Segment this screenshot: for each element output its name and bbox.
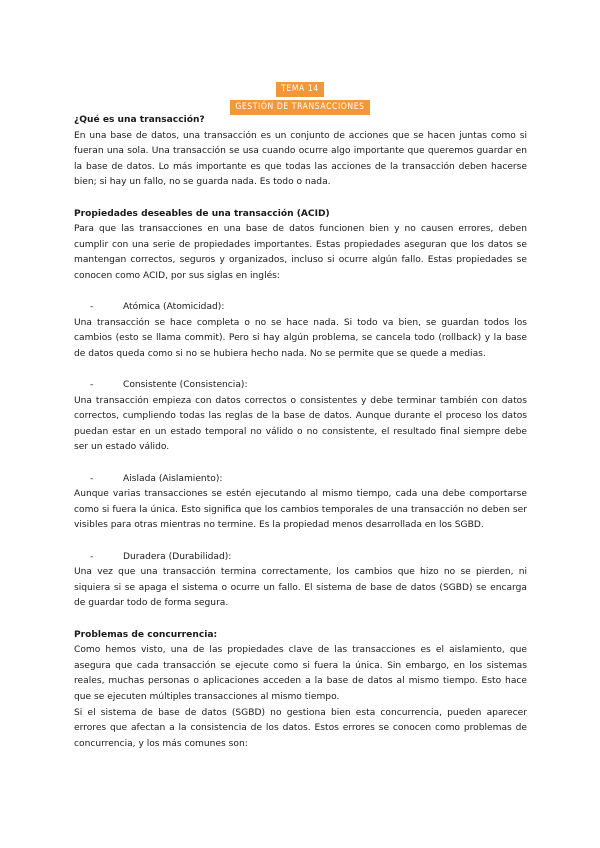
paragraph-atomica: Una transacción se hace completa o no se hace nada. Si todo va bien, se guardan todos los cambios (esto se llama commit). Pero si hay algún problema, se cancela todo (rollback) y la base de datos queda como si no se hubiera hecho nada. No se permite que se quede a medias. (74, 317, 527, 359)
bullet-consistente (74, 378, 527, 394)
bullet-atomica (74, 300, 527, 316)
bullet-dash: - (90, 551, 94, 562)
bullet-dash: - (90, 473, 94, 484)
section-heading-what: ¿Qué es una transacción? (74, 115, 205, 125)
paragraph-what: En una base de datos, una transacción es un conjunto de acciones que se hacen juntas como si fueran una sola. Una transacción se usa cuando ocurre algo importante que queremos guardar en la base de datos. Lo más importante es que todas las acciones de la transacción deben hacerse bien; si hay un fallo, no se guarda nada. Es todo o nada. (74, 130, 527, 188)
paragraph-consistente: Una transacción empieza con datos correctos o consistentes y debe terminar también con datos correctos, cumpliendo todas las reglas de la base de datos. Aunque durante el proceso los datos puedan estar en un estado temporal no válido o no consistente, el resultado final siempre debe ser un estado válido. (74, 395, 527, 453)
section-heading-acid: Propiedades deseables de una transacción (ACID) (74, 208, 330, 219)
title-label-box (0, 94, 600, 115)
bullet-label-consistente: Consistente (Consistencia): (123, 380, 248, 391)
paragraph-acid: Para que las transacciones en una base de datos funcionen bien y no causen errores, deben cumplir con una serie de propiedades importantes. Estas propiedades aseguran que los datos se mantengan correctos, seguros y organizados, incluso si ocurre algún fallo. Estas propiedades se conocen como ACID, por sus siglas en inglés: (74, 224, 527, 281)
paragraph-duradera: Una vez que una transacción termina correctamente, los cambios que hizo no se pierden, ni siquiera si se apaga el sistema o ocurre un fallo. El sistema de base de datos (SGBD) se encarga de guardar todo de forma segura. (74, 567, 527, 609)
paragraph-aislada: Aunque varias transacciones se estén ejecutando al mismo tiempo, cada una debe comportarse como si fuera la única. Esto significa que los cambios temporales de una transacción no deben ser visibles para otras mientras no termine. Es la propiedad menos desarrollada en los SGBD. (74, 489, 527, 531)
bullet-label-duradera: Duradera (Durabilidad): (123, 551, 232, 562)
bullet-label-aislada: Aislada (Aislamiento): (123, 473, 223, 484)
paragraph-concurrencia-2: Si el sistema de base de datos (SGBD) no gestiona bien esta concurrencia, pueden aparecer errores que afectan a la consistencia de los datos. Estos errores se conocen como problemas de concurrencia, y los más comunes son: (74, 707, 527, 749)
document-body (74, 113, 527, 752)
bullet-dash: - (90, 380, 94, 391)
paragraph-concurrencia-1: Como hemos visto, una de las propiedades clave de las transacciones es el aislamiento, que asegura que cada transacción se ejecute como si fuera la única. Sin embargo, en los sistemas reales, muchas personas o aplicaciones acceden a la base de datos al mismo tiempo. Esto hace que se ejecuten múltiples transacciones al mismo tiempo. (74, 645, 527, 702)
bullet-dash: - (90, 302, 94, 313)
bullet-aislada (74, 472, 527, 488)
bullet-duradera (74, 550, 527, 566)
topic-label: TEMA 14 (276, 82, 324, 97)
bullet-label-atomica: Atómica (Atomicidad): (123, 302, 225, 313)
document-title: GESTIÓN DE TRANSACCIONES (230, 100, 369, 115)
section-heading-concurrencia: Problemas de concurrencia: (74, 629, 218, 640)
